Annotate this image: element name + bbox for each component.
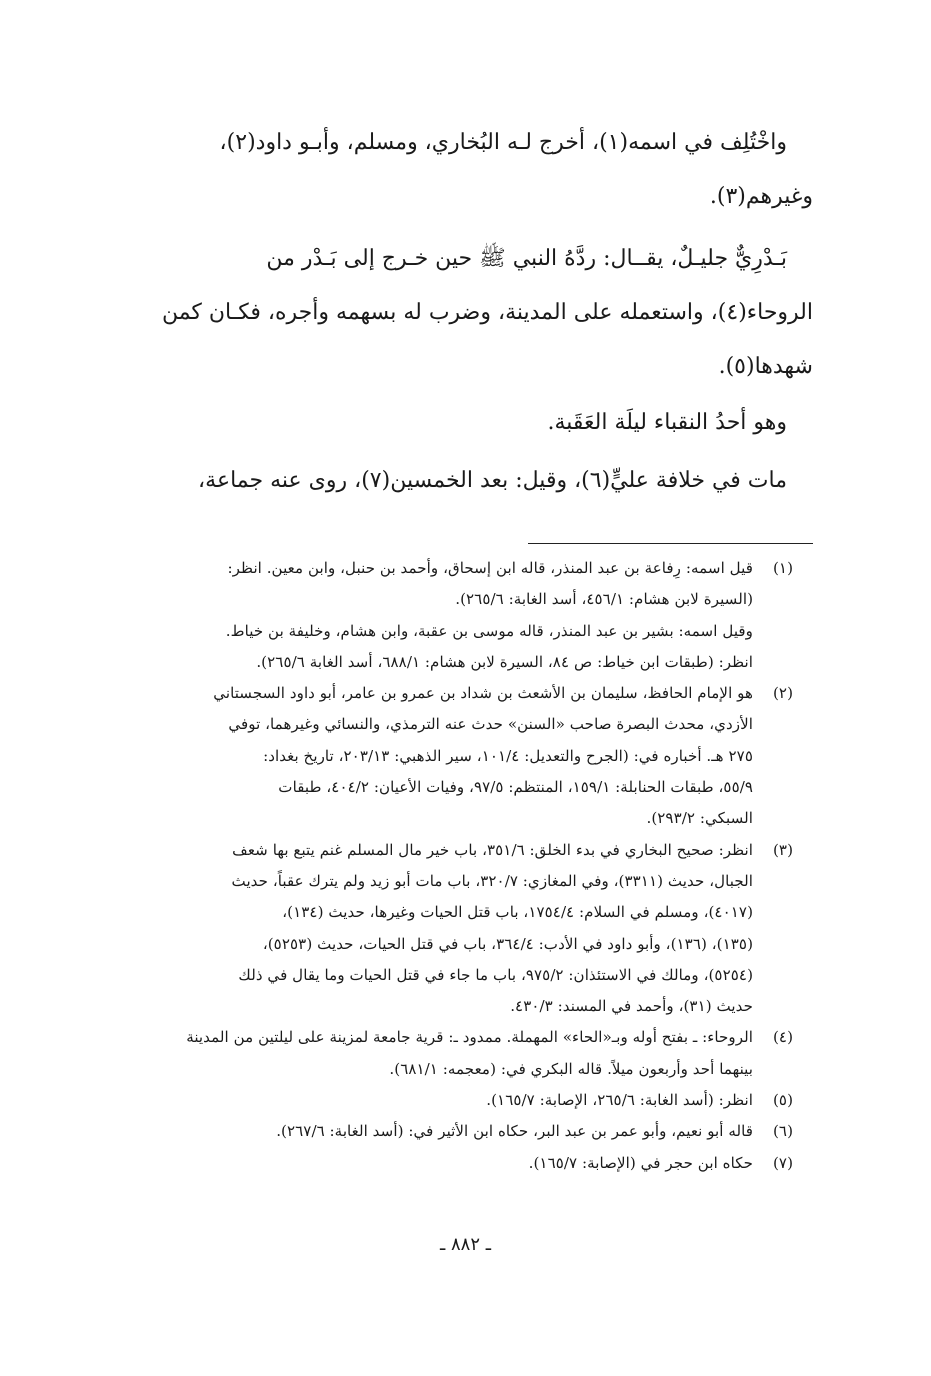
- footnote-separator: [528, 543, 813, 544]
- footnote-line: وقيل اسمه: بشير بن عبد المنذر، قاله موسى بن عقبة، وابن هشام، وخليفة بن خياط.: [225, 621, 753, 640]
- text-line: واخْتُلِف في اسمه(١)، أخرج لـه البُخاري، ومسلم، وأبـو داود(٢)،: [219, 130, 787, 155]
- text-line: بَـدْرِيٌّ جليـلٌ، يقــال: ردَّهُ النبي ﷺ حين خـرج إلى بَـدْر من: [266, 246, 787, 271]
- footnote-line: انظر: (أسد الغابة: ٢٦٥/٦، الإصابة: ١٦٥/٧).: [486, 1091, 753, 1110]
- footnote-2: [108, 678, 793, 834]
- footnote-number: (٦): [772, 1122, 793, 1141]
- footnote-number: (٢): [772, 684, 793, 703]
- footnote-number: (٤): [772, 1028, 793, 1047]
- footnote-line: الروحاء: ـ بفتح أوله وبـ«الحاء» المهملة. ممدود ـ: قرية جامعة لمزينة على ليلتين من المدينة: [186, 1028, 753, 1047]
- footnote-line: الأزدي، محدث البصرة صاحب «السنن» حدث عنه الترمذي، والنسائي وغيرهما، توفي: [228, 715, 753, 734]
- footnote-3: [108, 835, 793, 1023]
- text-line: الروحاء(٤)، واستعمله على المدينة، وضرب له بسهمه وأجره، فكـان كمن: [161, 300, 813, 325]
- footnote-line: انظر: (طبقات ابن خياط: ص ٨٤، السيرة لابن هشام: ٦٨٨/١، أسد الغابة ٢٦٥/٦).: [256, 652, 753, 671]
- footnote-7: [108, 1148, 793, 1179]
- footnote-line: بينهما أحد وأربعون ميلاً. قاله البكري في: (معجمه: ٦٨١/١).: [389, 1059, 753, 1078]
- footnote-4: [108, 1022, 793, 1085]
- footnote-line: هو الإمام الحافظ، سليمان بن الأشعث بن شداد بن عمرو بن عامر، أبو داود السجستاني: [213, 684, 753, 703]
- paragraph-badri: [108, 232, 813, 394]
- paragraph-nuqaba: [108, 396, 813, 450]
- footnote-5: [108, 1085, 793, 1116]
- footnote-line: ٥٥/٩، طبقات الحنابلة: ١٥٩/١، المنتظم: ٩٧/٥، وفيات الأعيان: ٤٠٤/٢، طبقات: [278, 778, 753, 797]
- page-number: ـ ٨٨٢ ـ: [439, 1234, 491, 1255]
- text-line: مات في خلافة عليٍّ(٦)، وقيل: بعد الخمسين(٧)، روى عنه جماعة،: [198, 468, 787, 493]
- footnote-line: قاله أبو نعيم، وأبو عمر بن عبد البر، حكاه ابن الأثير في: (أسد الغابة: ٢٦٧/٦).: [276, 1122, 753, 1141]
- footnote-line: ٢٧٥ هـ. أخباره في: (الجرح والتعديل: ١٠١/٤، سير الذهبي: ٢٠٣/١٣، تاريخ بغداد:: [263, 746, 753, 765]
- footnote-number: (٣): [772, 840, 793, 859]
- footnote-line: (٥٢٥٤)، ومالك في الاستئذان: ٩٧٥/٢، باب ما جاء في قتل الحيات وما يقال في ذلك: [238, 965, 753, 984]
- footnote-line: (٤٠١٧)، ومسلم في السلام: ١٧٥٤/٤، باب قتل الحيات وغيرها، حديث (١٣٤)،: [282, 903, 753, 922]
- footnote-number: (٧): [772, 1153, 793, 1172]
- footnote-line: (السيرة لابن هشام: ٤٥٦/١، أسد الغابة: ٢٦٥/٦).: [455, 590, 753, 609]
- footnote-number: (٥): [772, 1091, 793, 1110]
- footnote-6: [108, 1116, 793, 1147]
- footnote-line: السبكي: ٢٩٣/٢).: [646, 809, 753, 828]
- footnote-number: (١): [772, 559, 793, 577]
- footnotes: [108, 553, 793, 1179]
- footnote-line: (١٣٥)، (١٣٦)، وأبو داود في الأدب: ٣٦٤/٤، باب في قتل الحيات، حديث (٥٢٥٣)،: [262, 934, 753, 953]
- footnote-line: حكاه ابن حجر في (الإصابة: ١٦٥/٧).: [528, 1153, 753, 1172]
- footnote-line: قيل اسمه: رِفاعة بن عبد المنذر، قاله ابن إسحاق، وأحمد بن حنبل، وابن معين. انظر:: [227, 559, 753, 577]
- paragraph-name-dispute: [108, 116, 813, 224]
- footnote-line: انظر: صحيح البخاري في بدء الخلق: ٣٥١/٦، باب خير مال المسلم غنم يتبع بها شعف: [232, 840, 753, 859]
- text-line: وهو أحدُ النقباء ليلَة العَقَبة.: [547, 410, 787, 435]
- paragraph-death: [108, 454, 813, 508]
- text-line: وغيرهم(٣).: [709, 184, 813, 209]
- footnote-line: الجبال، حديث (٣٣١١)، وفي المغازي: ٣٢٠/٧، باب مات أبو زيد ولم يترك عقباً، حديث: [231, 871, 753, 890]
- footnote-1: [108, 553, 793, 678]
- footnote-line: حديث (٣١)، وأحمد في المسند: ٤٣٠/٣.: [510, 997, 753, 1016]
- text-line: شهدها(٥).: [718, 354, 813, 379]
